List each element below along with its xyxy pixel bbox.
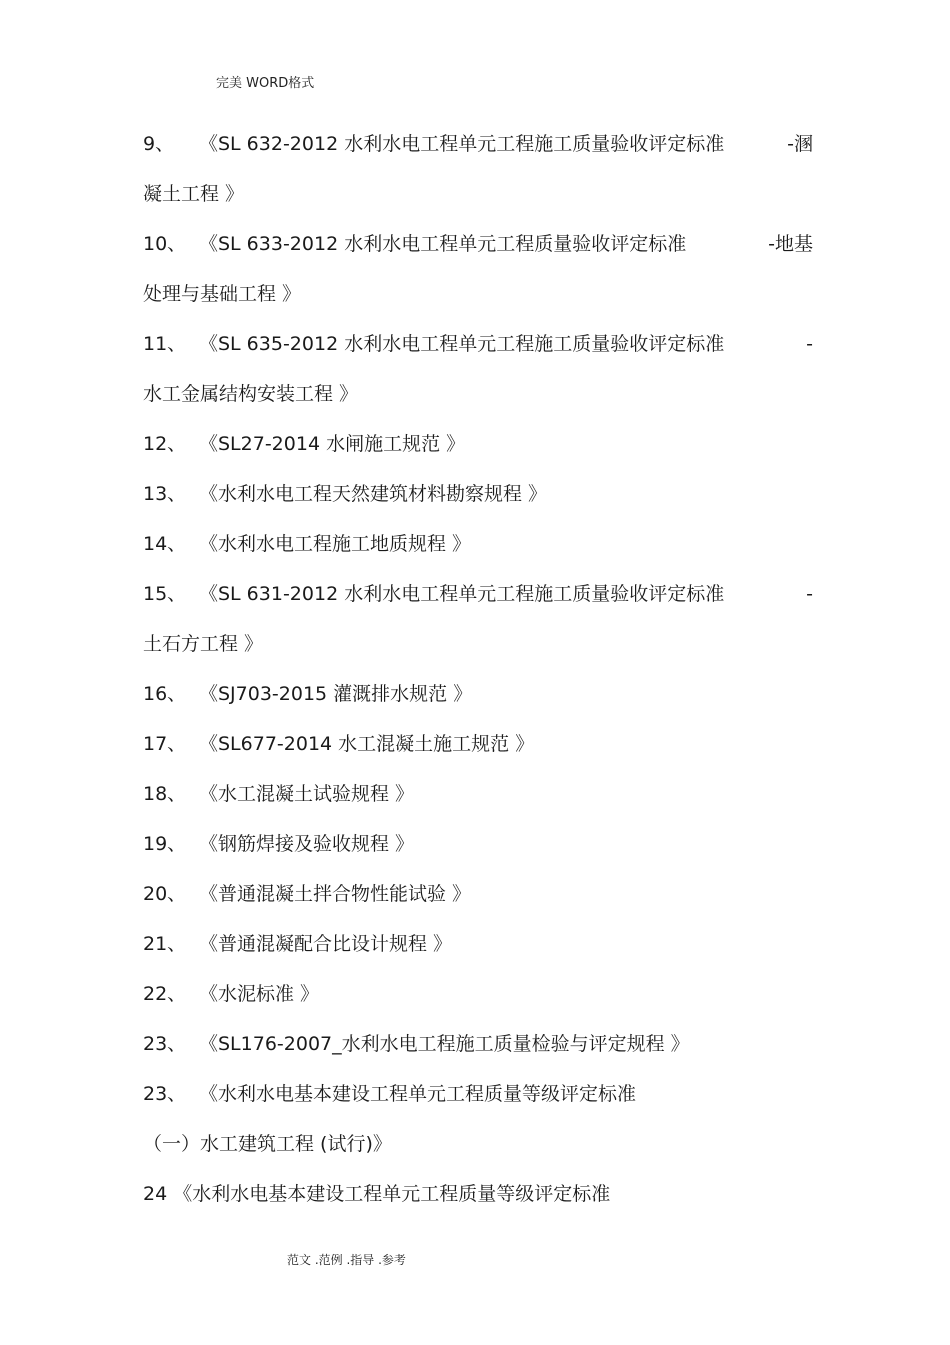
list-item [143,178,813,228]
item-text: 处理与基础工程 》 [143,283,302,305]
item-number: 21、 [143,933,187,955]
item-text: 《SL27-2014 水闸施工规范 》 [199,433,466,455]
list-item [143,1078,813,1128]
item-text: 24 《水利水电基本建设工程单元工程质量等级评定标准 [143,1183,611,1205]
item-number: 23、 [143,1033,187,1055]
item-tail: - [806,333,813,355]
list-item [143,428,813,478]
item-text: 《普通混凝配合比设计规程 》 [199,933,453,955]
list-item [143,778,813,828]
reference-list [143,128,813,1228]
item-tail: -溷 [787,133,813,155]
item-text: 《普通混凝土拌合物性能试验 》 [199,883,472,905]
item-text: 《钢筋焊接及验收规程 》 [199,833,415,855]
item-tail: -地基 [768,233,813,255]
item-number: 14、 [143,533,187,555]
list-item [143,678,813,728]
list-item [143,478,813,528]
item-number: 19、 [143,833,187,855]
list-item [143,628,813,678]
list-item [143,228,813,278]
item-text: （一）水工建筑工程 (试行)》 [143,1133,392,1155]
page-footer: 范文 .范例 .指导 .参考 [287,1253,406,1267]
item-text: 《SL 635-2012 水利水电工程单元工程施工质量验收评定标准 [199,333,725,355]
item-number: 12、 [143,433,187,455]
item-number: 22、 [143,983,187,1005]
list-item [143,578,813,628]
item-text: 土石方工程 》 [143,633,264,655]
item-tail: - [806,583,813,605]
list-item [143,878,813,928]
item-text: 《水利水电基本建设工程单元工程质量等级评定标准 [199,1083,637,1105]
list-item [143,1028,813,1078]
item-text: 《水利水电工程施工地质规程 》 [199,533,472,555]
list-item [143,978,813,1028]
item-text: 《SL 631-2012 水利水电工程单元工程施工质量验收评定标准 [199,583,725,605]
item-text: 凝土工程 》 [143,183,245,205]
item-text: 水工金属结构安装工程 》 [143,383,359,405]
list-item [143,328,813,378]
page-header: 完美 WORD格式 [216,76,315,91]
item-number: 10、 [143,233,187,255]
list-item [143,928,813,978]
list-item [143,1128,813,1178]
list-item [143,378,813,428]
item-text: 《SL 633-2012 水利水电工程单元工程质量验收评定标准 [199,233,687,255]
item-number: 23、 [143,1083,187,1105]
item-number: 9、 [143,133,175,155]
item-number: 13、 [143,483,187,505]
item-text: 《水泥标准 》 [199,983,320,1005]
item-number: 15、 [143,583,187,605]
item-text: 《SJ703-2015 灌溉排水规范 》 [199,683,473,705]
item-number: 18、 [143,783,187,805]
item-number: 17、 [143,733,187,755]
item-number: 16、 [143,683,187,705]
list-item [143,728,813,778]
item-number: 11、 [143,333,187,355]
list-item [143,1178,813,1228]
list-item [143,828,813,878]
item-text: 《SL 632-2012 水利水电工程单元工程施工质量验收评定标准 [199,133,725,155]
list-item [143,278,813,328]
item-text: 《水工混凝土试验规程 》 [199,783,415,805]
item-text: 《SL176-2007_水利水电工程施工质量检验与评定规程 》 [199,1033,690,1055]
list-item [143,128,813,178]
item-text: 《水利水电工程天然建筑材料勘察规程 》 [199,483,548,505]
item-number: 20、 [143,883,187,905]
item-text: 《SL677-2014 水工混凝土施工规范 》 [199,733,535,755]
list-item [143,528,813,578]
